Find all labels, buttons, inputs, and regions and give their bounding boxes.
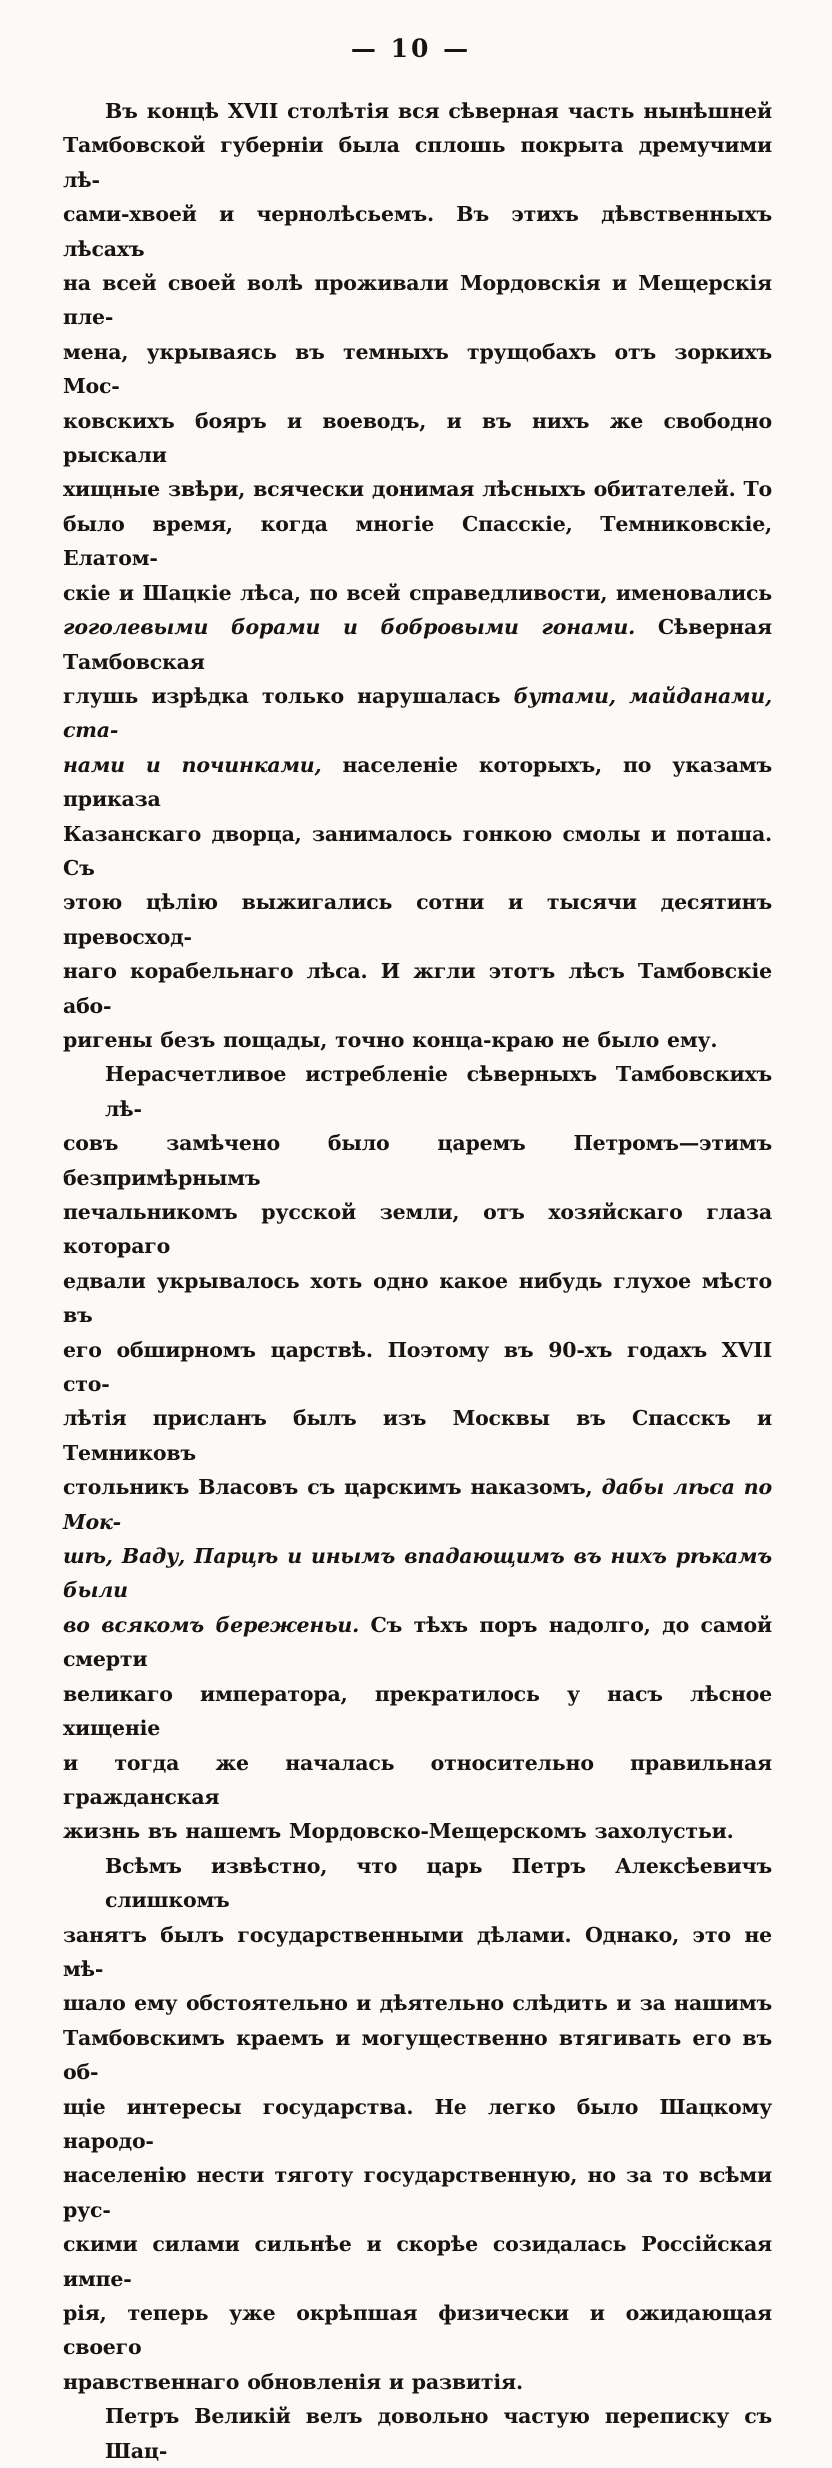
text-run: рія, теперь уже окрѣпшая физически и ожидающая своего bbox=[63, 2301, 772, 2360]
text-run: населенію нести тяготу государственную, но за то всѣми рус- bbox=[63, 2163, 772, 2222]
text-line bbox=[63, 2158, 772, 2227]
text-run: сами-хвоей и чернолѣсьемъ. Въ этихъ дѣвственныхъ лѣсахъ bbox=[63, 202, 772, 261]
text-line bbox=[63, 404, 772, 473]
text-line bbox=[63, 885, 772, 954]
text-run: его обширномъ царствѣ. Поэтому въ 90-хъ годахъ XVII сто- bbox=[63, 1337, 772, 1397]
text-run: едвали укрывалось хоть одно какое нибудь глухое мѣсто въ bbox=[63, 1268, 772, 1328]
text-run: мена, укрываясь въ темныхъ трущобахъ отъ зоркихъ Мос- bbox=[63, 339, 772, 399]
text-line bbox=[63, 128, 772, 197]
text-line bbox=[63, 576, 772, 610]
text-block bbox=[63, 94, 772, 2468]
text-run: и тогда же началась относительно правильная гражданская bbox=[63, 1750, 772, 1809]
text-line bbox=[63, 1539, 772, 1608]
text-run: совъ замѣчено было царемъ Петромъ—этимъ безпримѣрнымъ bbox=[63, 1131, 772, 1190]
text-run: печальникомъ русской земли, отъ хозяйскаго глаза котораго bbox=[63, 1200, 772, 1259]
text-run: Въ концѣ XVII столѣтія вся сѣверная часть нынѣшней bbox=[105, 99, 772, 123]
text-line bbox=[63, 2227, 772, 2296]
text-line bbox=[63, 2021, 772, 2090]
text-line bbox=[63, 507, 772, 576]
text-line bbox=[63, 2090, 772, 2159]
page-number: — 10 — bbox=[350, 34, 472, 63]
italic-text-run: нами и починками, bbox=[63, 752, 322, 777]
text-run: лѣтія присланъ былъ изъ Москвы въ Спасскъ и Темниковъ bbox=[63, 1406, 772, 1465]
text-run: жизнь въ нашемъ Мордовско-Мещерскомъ захолустьи. bbox=[63, 1819, 734, 1844]
text-line bbox=[63, 1746, 772, 1815]
text-run: Съ тѣхъ поръ надолго, до самой смерти bbox=[63, 1612, 772, 1672]
text-line bbox=[63, 954, 772, 1023]
text-run: Тамбовской губерніи была сплошь покрыта дремучими лѣ- bbox=[63, 133, 772, 192]
text-run: наго корабельнаго лѣса. И жгли этотъ лѣсъ Тамбовскіе або- bbox=[63, 959, 772, 1018]
text-line bbox=[63, 2296, 772, 2365]
text-line bbox=[63, 1608, 772, 1677]
text-run: Петръ Великій велъ довольно частую переписку съ Шац- bbox=[105, 2404, 772, 2463]
text-run: Сѣверная Тамбовская bbox=[63, 615, 773, 674]
text-run: стольникъ Власовъ съ царскимъ наказомъ, bbox=[63, 1475, 602, 1500]
text-run: скими силами сильнѣе и скорѣе созидалась Россійская импе- bbox=[63, 2232, 772, 2291]
text-run: этою цѣлію выжигались сотни и тысячи десятинъ превосход- bbox=[63, 890, 772, 949]
text-line bbox=[63, 472, 772, 506]
text-run: глушь изрѣдка только нарушалась bbox=[63, 683, 514, 708]
text-run: ригены безъ пощады, точно конца-краю не было ему. bbox=[63, 1027, 718, 1052]
text-line bbox=[63, 1126, 772, 1195]
text-run: Казанскаго дворца, занималось гонкою смолы и поташа. Съ bbox=[63, 821, 772, 880]
text-line bbox=[63, 94, 772, 128]
text-run: населеніе которыхъ, по указамъ приказа bbox=[63, 752, 773, 812]
text-line bbox=[63, 197, 772, 266]
italic-text-run: дабы лѣса по Мок- bbox=[63, 1475, 772, 1534]
text-run: на всей своей волѣ проживали Мордовскія и Мещерскія пле- bbox=[63, 271, 772, 330]
text-line bbox=[63, 817, 772, 886]
text-line bbox=[63, 1986, 772, 2020]
text-line bbox=[63, 335, 772, 404]
text-line bbox=[63, 679, 772, 748]
italic-text-run: во всякомъ береженьи. bbox=[63, 1612, 360, 1637]
text-line bbox=[63, 1333, 772, 1402]
text-line bbox=[63, 1470, 772, 1539]
text-run: ковскихъ бояръ и воеводъ, и въ нихъ же свободно рыскали bbox=[63, 408, 772, 468]
text-run: Нерасчетливое истребленіе сѣверныхъ Тамбовскихъ лѣ- bbox=[105, 1062, 772, 1121]
text-line bbox=[63, 1057, 772, 1126]
text-run: нравственнаго обновленія и развитія. bbox=[63, 2369, 523, 2394]
italic-text-run: гоголевыми борами и бобровыми гонами. bbox=[63, 615, 636, 640]
text-line bbox=[63, 1023, 772, 1057]
text-run: скіе и Шацкіе лѣса, по всей справедливости, именовались bbox=[63, 580, 772, 605]
text-line bbox=[63, 1677, 772, 1746]
text-line bbox=[63, 748, 772, 817]
text-run: было время, когда многіе Спасскіе, Темниковскіе, Елатом- bbox=[63, 511, 772, 571]
text-line bbox=[63, 1814, 772, 1848]
text-run: Всѣмъ извѣстно, что царь Петръ Алексѣевичъ слишкомъ bbox=[105, 1853, 772, 1913]
text-line bbox=[63, 610, 772, 679]
text-run: занятъ былъ государственными дѣлами. Однако, это не мѣ- bbox=[63, 1922, 772, 1981]
text-line bbox=[63, 1849, 772, 1918]
italic-text-run: шѣ, Ваду, Парцѣ и инымъ впадающимъ въ нихъ рѣкамъ были bbox=[63, 1544, 772, 1603]
text-line bbox=[63, 1195, 772, 1264]
text-run: хищные звѣри, всячески донимая лѣсныхъ обитателей. То bbox=[63, 477, 772, 502]
text-line bbox=[63, 1264, 772, 1333]
text-line bbox=[63, 1401, 772, 1470]
text-line bbox=[63, 1918, 772, 1987]
text-run: великаго императора, прекратилось у насъ лѣсное хищеніе bbox=[63, 1681, 772, 1741]
text-line bbox=[63, 266, 772, 335]
text-run: шало ему обстоятельно и дѣятельно слѣдить и за нашимъ bbox=[63, 1991, 772, 2016]
text-run: щіе интересы государства. Не легко было Шацкому народо- bbox=[63, 2094, 772, 2153]
text-run: Тамбовскимъ краемъ и могущественно втягивать его въ об- bbox=[63, 2025, 772, 2085]
text-line bbox=[63, 2399, 772, 2468]
text-line bbox=[63, 2365, 772, 2399]
italic-text-run: бутами, майданами, ста- bbox=[63, 683, 772, 743]
